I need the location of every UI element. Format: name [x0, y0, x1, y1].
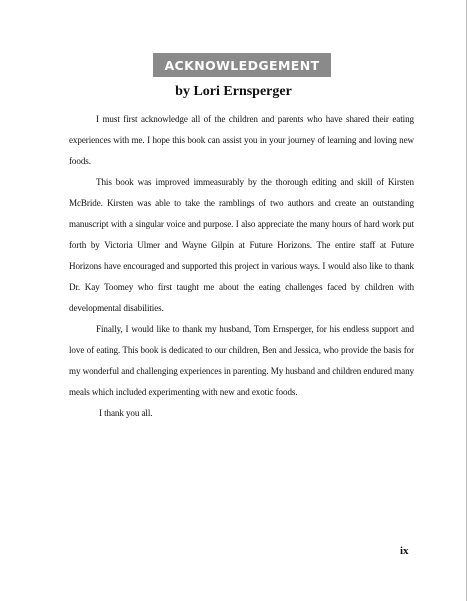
page-number: ix — [400, 545, 409, 557]
body-text — [69, 109, 414, 424]
section-title-banner — [153, 53, 331, 77]
paragraph-3: Finally, I would like to thank my husband, Tom Ernsperger, for his endless support and love of eating. This book is dedicated to our children, Ben and Jessica, who provide the basis for my wonderful and challenging experiences in parenting. My husband and children endured many meals which included experimenting with new and exotic foods. — [69, 324, 414, 397]
paragraph-4: I thank you all. — [99, 408, 153, 418]
section-title: ACKNOWLEDGEMENT — [164, 57, 320, 73]
author-byline: by Lori Ernsperger — [175, 84, 292, 99]
paragraph-1: I must first acknowledge all of the children and parents who have shared their eating experiences with me. I hope this book can assist you in your journey of learning and loving new foods. — [69, 114, 414, 166]
paragraph-2: This book was improved immeasurably by the thorough editing and skill of Kirsten McBride. Kirsten was able to take the ramblings of two authors and create an outstanding manuscript with a singular voice and purpose. I also appreciate the many hours of hard work put forth by Victoria Ulmer and Wayne Gilpin at Future Horizons. The entire staff at Future Horizons have encouraged and supported this project in various ways. I would also like to thank Dr. Kay Toomey who first taught me about the eating challenges faced by children with developmental disabilities. — [69, 177, 414, 313]
